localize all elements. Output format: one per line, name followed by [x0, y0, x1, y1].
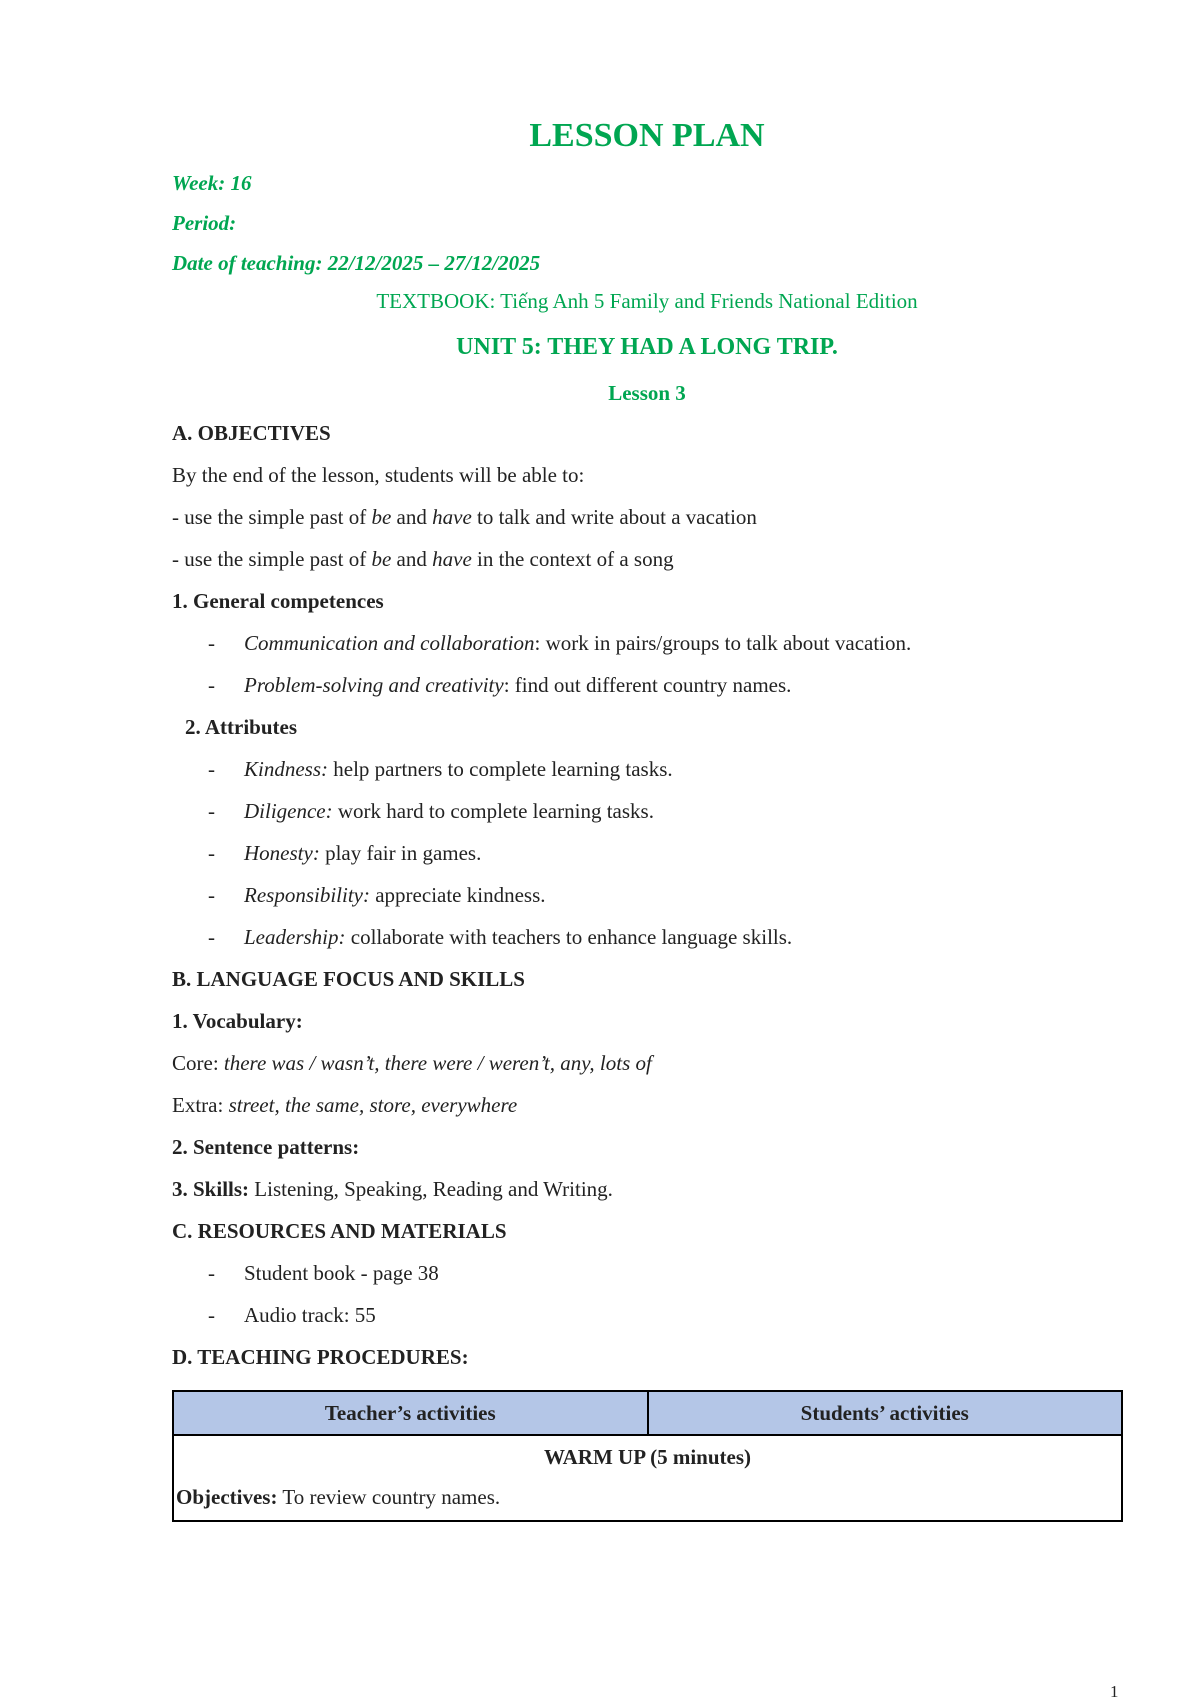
list-dash: - — [208, 883, 215, 907]
core-words: there was / wasn’t, there were / weren’t, any, lots of — [223, 1051, 652, 1075]
objectives-label: Objectives: — [176, 1485, 278, 1509]
warmup-title: WARM UP (5 minutes) — [543, 1445, 752, 1469]
sentence-patterns-heading: 2. Sentence patterns: — [172, 1135, 360, 1159]
attribute-label: Honesty: — [244, 841, 320, 865]
column-teacher-activities: Teacher’s activities — [173, 1391, 648, 1435]
warmup-cell — [173, 1435, 1122, 1521]
objective-line-2 — [172, 546, 674, 572]
document-title: LESSON PLAN — [529, 117, 765, 154]
list-dash: - — [208, 673, 215, 697]
core-vocabulary — [172, 1050, 652, 1076]
attribute-label: Kindness: — [244, 757, 328, 781]
objective-text: and — [391, 547, 433, 571]
warmup-objectives — [174, 1484, 1121, 1510]
attribute-text: work hard to complete learning tasks. — [332, 799, 654, 823]
unit-title: UNIT 5: THEY HAD A LONG TRIP. — [456, 334, 838, 360]
resource-text: Audio track: 55 — [244, 1303, 376, 1327]
textbook-line — [172, 288, 1122, 314]
teaching-procedures-heading: D. TEACHING PROCEDURES: — [172, 1345, 469, 1369]
list-dash: - — [208, 799, 215, 823]
date-of-teaching: Date of teaching: 22/12/2025 – 27/12/2025 — [172, 251, 541, 275]
objectives-text: To review country names. — [277, 1485, 501, 1509]
resource-text: Student book - page 38 — [244, 1261, 439, 1285]
language-focus-heading: B. LANGUAGE FOCUS AND SKILLS — [172, 967, 525, 991]
objective-term-have: have — [432, 505, 472, 529]
list-dash: - — [208, 1303, 215, 1327]
column-students-activities: Students’ activities — [648, 1391, 1123, 1435]
objective-line-1 — [172, 504, 757, 530]
attribute-label: Leadership: — [244, 925, 346, 949]
objectives-heading: A. OBJECTIVES — [172, 421, 331, 445]
attribute-text: help partners to complete learning tasks. — [328, 757, 673, 781]
general-competences-heading: 1. General competences — [172, 589, 384, 613]
page-number: 1 — [1110, 1682, 1119, 1701]
general-item-label: Problem-solving and creativity — [244, 673, 504, 697]
list-dash: - — [208, 925, 215, 949]
general-item-text: : work in pairs/groups to talk about vacation. — [534, 631, 912, 655]
skills-line — [172, 1176, 613, 1202]
attribute-label: Diligence: — [244, 799, 333, 823]
objective-text: to talk and write about a vacation — [471, 505, 757, 529]
objective-term-have: have — [432, 547, 472, 571]
vocabulary-heading: 1. Vocabulary: — [172, 1009, 303, 1033]
general-item-label: Communication and collaboration — [244, 631, 535, 655]
attribute-text: collaborate with teachers to enhance language skills. — [345, 925, 793, 949]
period-label: Period: — [172, 211, 237, 235]
attribute-label: Responsibility: — [244, 883, 370, 907]
attribute-text: appreciate kindness. — [369, 883, 546, 907]
objective-text: and — [391, 505, 433, 529]
lesson-number: Lesson 3 — [608, 381, 686, 405]
objective-term-be: be — [371, 505, 392, 529]
attributes-heading: 2. Attributes — [185, 715, 297, 739]
objective-term-be: be — [371, 547, 392, 571]
list-dash: - — [208, 757, 215, 781]
extra-vocabulary — [172, 1092, 517, 1118]
extra-label: Extra: — [172, 1093, 229, 1117]
procedures-table — [172, 1390, 1123, 1522]
textbook-text: TEXTBOOK: Tiếng Anh 5 Family and Friends National Edition — [376, 289, 918, 313]
list-dash: - — [208, 1261, 215, 1285]
list-dash: - — [208, 841, 215, 865]
extra-words: street, the same, store, everywhere — [228, 1093, 518, 1117]
general-item-text: : find out different country names. — [503, 673, 792, 697]
objective-text: - use the simple past of — [172, 547, 372, 571]
core-label: Core: — [172, 1051, 224, 1075]
table-row — [173, 1435, 1122, 1521]
skills-label: 3. Skills: — [172, 1177, 250, 1201]
skills-text: Listening, Speaking, Reading and Writing. — [249, 1177, 613, 1201]
objective-text: - use the simple past of — [172, 505, 372, 529]
table-header-row — [173, 1391, 1122, 1435]
objective-text: in the context of a song — [471, 547, 674, 571]
objectives-intro: By the end of the lesson, students will be able to: — [172, 463, 585, 487]
resources-heading: C. RESOURCES AND MATERIALS — [172, 1219, 507, 1243]
list-dash: - — [208, 631, 215, 655]
week-label: Week: 16 — [172, 171, 252, 195]
attribute-text: play fair in games. — [319, 841, 482, 865]
